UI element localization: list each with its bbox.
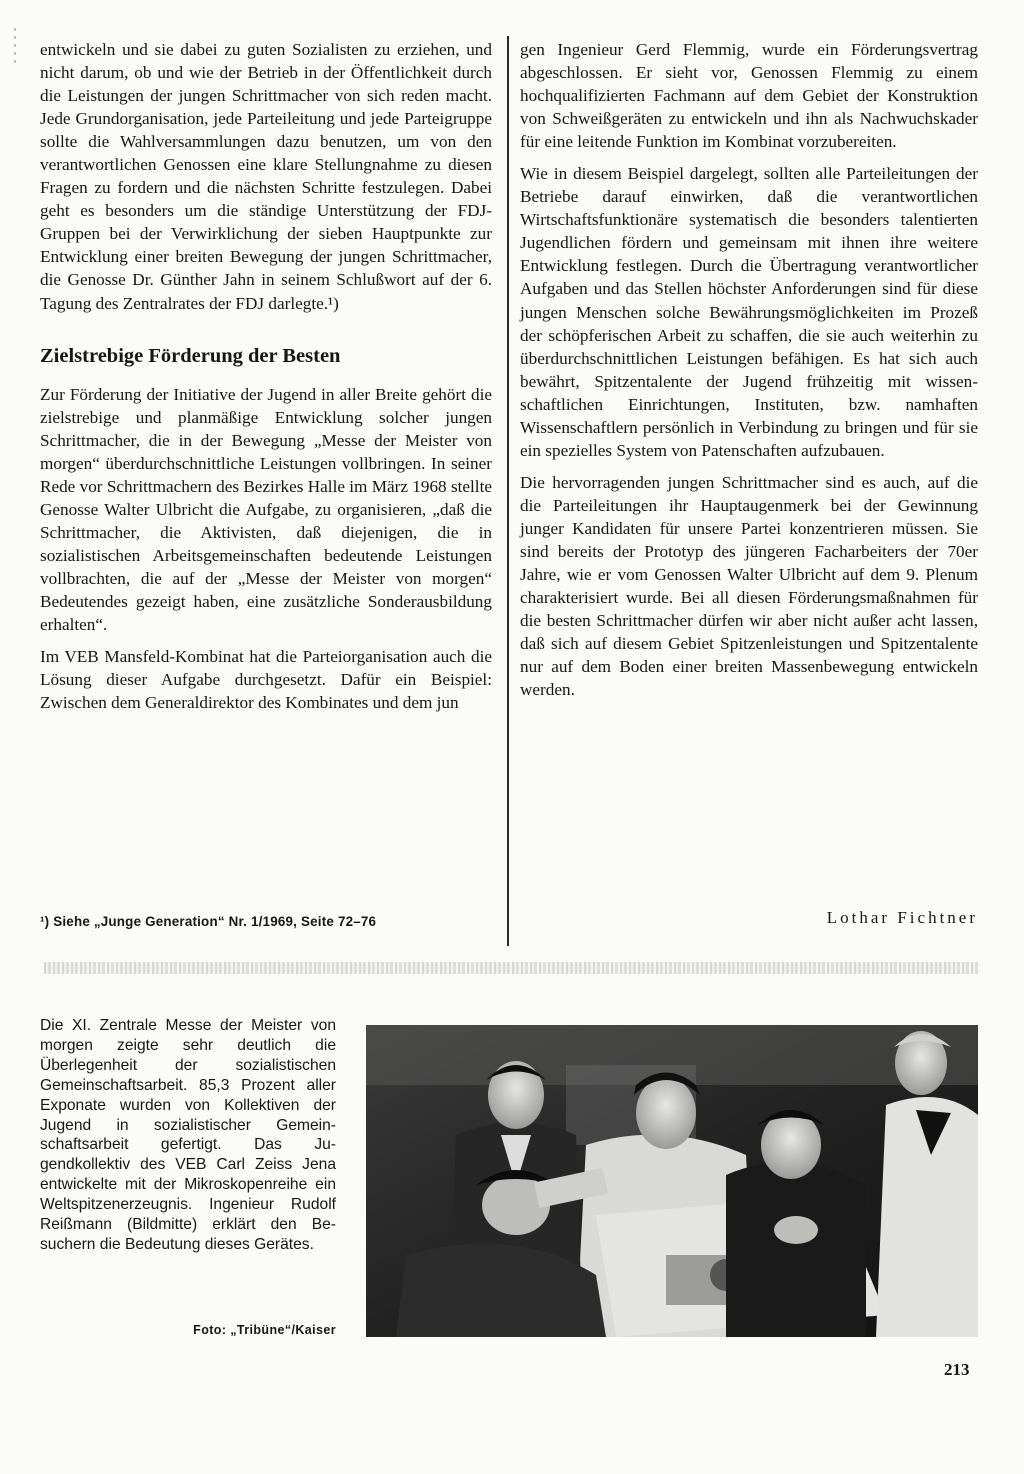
decorative-rule [44, 962, 980, 974]
author-name: Lothar Fichtner [826, 908, 978, 927]
body-paragraph: Zur Förderung der Initiative der Jugend in aller Breite gehört die zielstrebige und planmäßige Entwicklung solcher jungen Schrittmacher, die in der Bewegung „Messe der Meister von morgen“ überdurchschnittliche Leistungen vollbringen. In seiner Rede vor Schrittmachern des Bezirkes Halle im März 1968 stellte Genosse Walter Ulbricht die Aufgabe, zu organisieren, „daß die Schrittmacher, die Aktivisten, daß diejenigen, die in sozialistischen Arbeitsgemeinschaften bedeutende Leistungen vollbrachten, die auf der „Messe der Meister von morgen“ Bedeutendes gezeigt haben, eine zusätzliche Sonderausbildung erhalten“. [40, 384, 492, 635]
body-paragraph: entwickeln und sie dabei zu guten Sozialisten zu erziehen, und nicht darum, ob und wie der Betrieb in der Öffentlichkeit durch die Leistungen der jungen Schrittmacher von sich reden macht. Jede Grundorganisation, jede Parteileitung und jede Parteigruppe sollte die Wahlversammlungen dazu benutzen, um von den verantwortlichen Genossen eine klare Stellungnahme zu diesen Fragen zu fordern und die nächsten Schritte festzulegen. Dabei geht es besonders um die ständige Unterstützung der FDJ-Gruppen bei der Verwirklichung der sieben Hauptpunkte zur Entwicklung einer breiten Bewegung der jungen Schrittmacher, die Genosse Dr. Günther Jahn in seinem Schlußwort auf der 6. Tagung des Zentralrates der FDJ darlegte.¹) [40, 40, 492, 313]
margin-scan-mark [14, 28, 16, 68]
body-paragraph: gen Ingenieur Gerd Flemmig, wurde ein Förderungsvertrag abgeschlossen. Er sieht vor, Genossen Flemmig zu einem hochqualifizierten Fachmann auf dem Gebiet der Konstruktion von Schweißgeräten zu entwickeln und ihn als Nachwuchskader für eine leitende Funktion im Kombinat vorzubereiten. [520, 40, 978, 152]
footnote: ¹) Siehe „Junge Generation“ Nr. 1/1969, Seite 72–76 [40, 914, 377, 929]
photograph-illustration [366, 1025, 978, 1337]
body-paragraph: Die hervorragenden jungen Schrittmacher sind es auch, auf die die Parteileitungen ihr Hauptaugenmerk bei der Gewinnung junger Kandidaten für unsere Partei konzentrieren müssen. Sie sind bereits der Prototyp des jüngeren Facharbeiters der 70er Jahre, wie er vom Genossen Walter Ulbricht auf dem 9. Plenum charakterisiert wurde. Bei all diesen Förderungsmaßnahmen für die besten Schrittmacher dürfen wir aber nicht außer acht lassen, daß sich auf diesem Gebiet Spitzenleistungen und Spitzentalente nur auf dem Boden einer breiten Massenbewegung entwickeln werden. [520, 472, 978, 700]
photograph [366, 1025, 978, 1337]
page-number: 213 [944, 1360, 970, 1379]
body-paragraph: Wie in diesem Beispiel dargelegt, sollten alle Parteileitungen der Betriebe darauf einwirken, daß die verantwortlichen Wirtschaftsfunktionäre systematisch die besonders talentierten Jugendlichen fördern und gemeinsam mit ihnen ihre weitere Entwicklung festlegen. Durch die Übertragung verantwortlicher Aufgaben und das Stellen höchster Anforderungen sind für diese jungen Menschen solche Bewährungsmöglichkeiten im Prozeß der schöpferischen Arbeit zu schaffen, die sie auch weiterhin zu überdurchschnittlichen Leistungen befähigen. Es hat sich auch bewährt, Spitzentalente der Jugend frühzeitig mit wissenschaftlichen Einrichtungen, Instituten, bzw. namhaften Wissenschaftlern persönlich in Verbindung zu bringen und für sie ein spezielles System von Patenschaften aufzubauen. [520, 164, 978, 460]
right-column [520, 38, 978, 710]
column-divider [507, 36, 509, 946]
body-paragraph: Im VEB Mansfeld-Kombinat hat die Parteiorganisation auch die Lösung dieser Aufgabe durchgesetzt. Dafür ein Beispiel: Zwischen dem Generaldirektor des Kombinates und dem jun [40, 647, 492, 713]
left-column [40, 38, 492, 723]
photo-caption: Die XI. Zentrale Messe der Meister von morgen zeigte sehr deutlich die Überlegenheit der sozialistischen Gemeinschaftsarbeit. 85,3 Prozent aller Exponate wurden von Kollektiven der Jugend in sozialistischer Gemeinschaftsarbeit gefertigt. Das Jugendkollektiv des VEB Carl Zeiss Jena entwickelte mit der Mikroskopenreihe ein Weltspitzenerzeugnis. Ingenieur Rudolf Reißmann (Bildmitte) erklärt den Besuchern die Bedeutung dieses Gerätes. [40, 1017, 336, 1253]
section-heading: Zielstrebige Förderung der Besten [40, 344, 341, 367]
photo-credit: Foto: „Tribüne“/Kaiser [193, 1323, 336, 1337]
